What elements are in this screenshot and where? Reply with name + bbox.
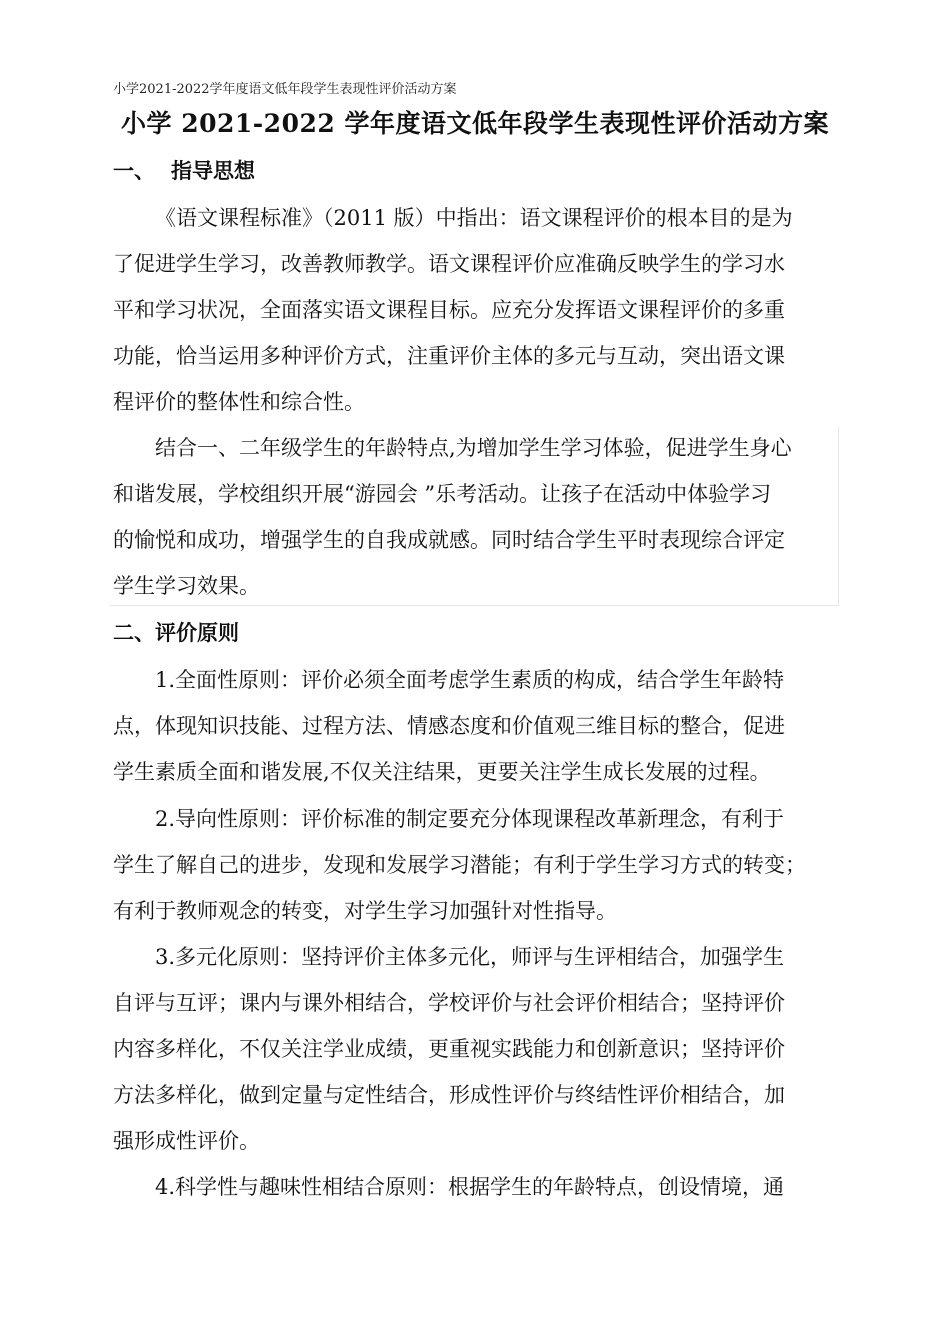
section-number: 一、 xyxy=(113,158,155,183)
paragraph-line: 内容多样化，不仅关注学业成绩，更重视实践能力和创新意识；坚持评价 xyxy=(113,1037,785,1061)
paragraph-line: 了促进学生学习，改善教师教学。语文课程评价应准确反映学生的学习水 xyxy=(113,252,785,276)
running-header: 小学2021-2022学年度语文低年段学生表现性评价活动方案 xyxy=(113,82,457,97)
paragraph-line: 《语文课程标准》（2011 版）中指出：语文课程评价的根本目的是为 xyxy=(155,206,793,230)
document-title: 小学 2021-2022 学年度语文低年段学生表现性评价活动方案 xyxy=(121,109,829,138)
section-title: 指导思想 xyxy=(171,158,255,183)
principle-guidance xyxy=(113,796,843,934)
section-heading-evaluation-principles: 二、评价原则 xyxy=(113,620,239,645)
paragraph-line: 点，体现知识技能、过程方法、情感态度和价值观三维目标的整合，促进 xyxy=(113,714,785,738)
paragraph-line: 3.多元化原则：坚持评价主体多元化，师评与生评相结合，加强学生 xyxy=(155,945,785,969)
principle-scientific-fun xyxy=(113,1164,843,1210)
principle-comprehensive xyxy=(113,657,843,795)
paragraph-line: 程评价的整体性和综合性。 xyxy=(113,390,365,414)
paragraph-line: 1.全面性原则：评价必须全面考虑学生素质的构成，结合学生年龄特 xyxy=(155,668,785,692)
section-heading-guiding-thought xyxy=(113,155,255,185)
paragraph-line: 学生了解自己的进步，发现和发展学习潜能；有利于学生学习方式的转变； xyxy=(113,853,806,877)
paragraph-line: 的愉悦和成功，增强学生的自我成就感。同时结合学生平时表现综合评定 xyxy=(113,528,785,552)
paragraph-curriculum-standard xyxy=(113,195,843,425)
paragraph-line: 有利于教师观念的转变，对学生学习加强针对性指导。 xyxy=(113,899,617,923)
paragraph-line: 方法多样化，做到定量与定性结合，形成性评价与终结性评价相结合，加 xyxy=(113,1083,785,1107)
paragraph-line: 结合一、二年级学生的年龄特点,为增加学生学习体验，促进学生身心 xyxy=(155,436,792,460)
paragraph-line: 自评与互评；课内与课外相结合，学校评价与社会评价相结合；坚持评价 xyxy=(113,991,785,1015)
paragraph-line: 4.科学性与趣味性相结合原则：根据学生的年龄特点，创设情境，通 xyxy=(155,1175,785,1199)
paragraph-line: 2.导向性原则：评价标准的制定要充分体现课程改革新理念，有利于 xyxy=(155,807,785,831)
paragraph-line: 学生素质全面和谐发展,不仅关注结果，更要关注学生成长发展的过程。 xyxy=(113,760,771,784)
principle-diversity xyxy=(113,934,843,1164)
paragraph-line: 学生学习效果。 xyxy=(113,574,260,598)
paragraph-line: 平和学习状况，全面落实语文课程目标。应充分发挥语文课程评价的多重 xyxy=(113,298,785,322)
paragraph-line: 功能，恰当运用多种评价方式，注重评价主体的多元与互动，突出语文课 xyxy=(113,344,785,368)
paragraph-line: 强形成性评价。 xyxy=(113,1129,260,1153)
paragraph-activity xyxy=(113,425,843,609)
paragraph-line: 和谐发展，学校组织开展“游园会 ”乐考活动。让孩子在活动中体验学习 xyxy=(113,482,772,506)
